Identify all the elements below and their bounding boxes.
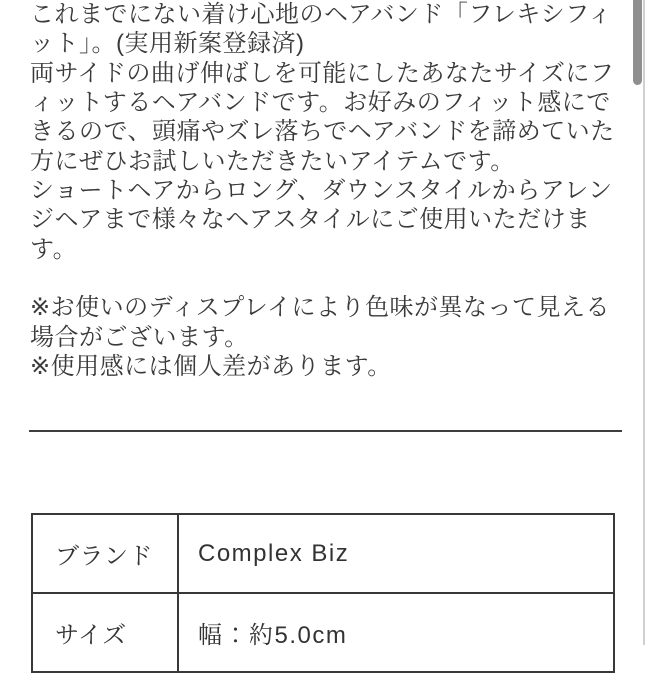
description-disclaimer-line: ※使用感には個人差があります。 (30, 353, 392, 381)
description-line: これまでにない着け心地のヘアバンド「フレキシフィ (30, 1, 613, 28)
spec-label-brand: ブランド (33, 515, 179, 592)
description-disclaimer-line: 場合がございます。 (30, 323, 249, 351)
spec-table (31, 513, 615, 673)
product-description (30, 0, 626, 381)
description-line: ジヘアまで様々なヘアスタイルにご使用いただけま (30, 206, 591, 234)
description-line: 両サイドの曲げ伸ばしを可能にしたあなたサイズにフ (30, 59, 615, 87)
description-line: きるので、頭痛やズレ落ちでヘアバンドを諦めていた (30, 118, 615, 146)
description-line: す。 (30, 235, 78, 263)
spec-value-brand: Complex Biz (198, 539, 350, 567)
description-line: ィットするヘアバンドです。お好みのフィット感にで (30, 89, 611, 117)
description-disclaimer-line: ※お使いのディスプレイにより色味が異なって見える (30, 294, 611, 322)
scrollbar-thumb[interactable] (633, 0, 642, 85)
spec-value-size: 幅：約5.0cm (198, 622, 348, 649)
spec-row-brand (33, 515, 613, 594)
description-line: 方にぜひお試しいただきたいアイテムです。 (30, 147, 515, 175)
spec-row-size (33, 594, 613, 671)
description-line-blank (30, 264, 626, 293)
description-line: ショートヘアからロング、ダウンスタイルからアレン (30, 177, 613, 205)
scrollbar-track (643, 0, 645, 645)
section-divider (29, 430, 622, 433)
spec-label-size: サイズ (33, 594, 179, 671)
description-line: ット」。(実用新案登録済) (30, 30, 305, 58)
